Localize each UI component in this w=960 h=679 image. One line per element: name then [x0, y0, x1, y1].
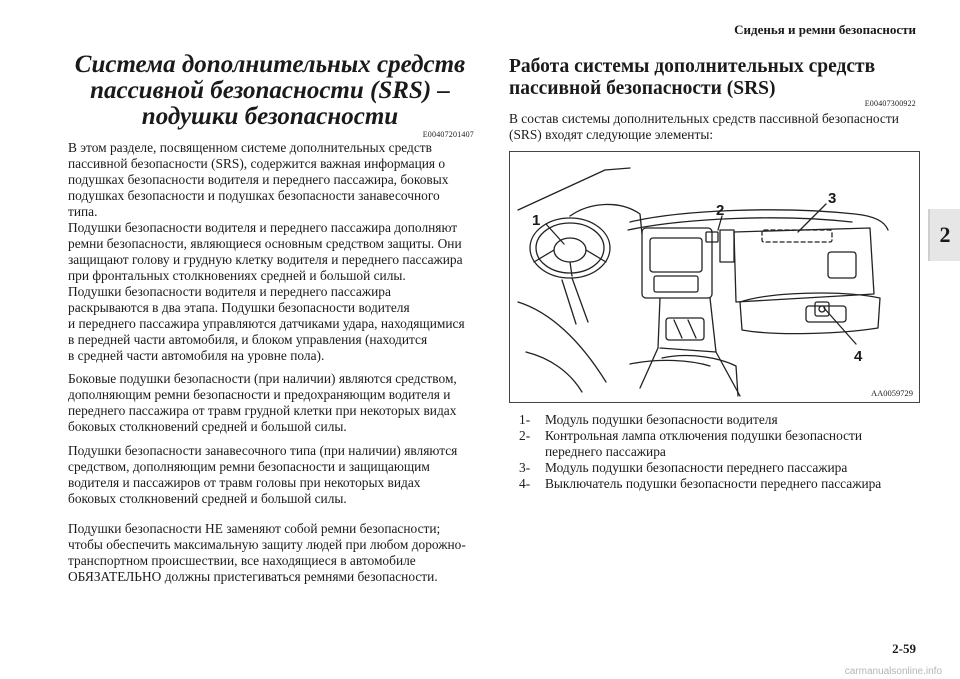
text-line: ОБЯЗАТЕЛЬНО должны пристегиваться ремнями безопасности. — [68, 569, 438, 584]
text-line: боковых столкновений средней и большой силы. — [68, 491, 347, 506]
text-line: в средней части автомобиля на уровне пола). — [68, 348, 325, 363]
figure-code: AA0059729 — [870, 388, 913, 398]
left-title-line: Система дополнительных средств — [74, 51, 466, 78]
text-line: Подушки безопасности НЕ заменяют собой ремни безопасности; — [68, 521, 441, 536]
text-line: боковых столкновений средней и большой силы. — [68, 419, 347, 434]
list-text — [545, 428, 862, 460]
list-text: Выключатель подушки безопасности переднего пассажира — [545, 476, 882, 491]
right-title-line: Работа системы дополнительных средств — [509, 56, 876, 77]
list-text-line: переднего пассажира — [545, 444, 666, 459]
text-line: ремни безопасности, являющиеся основным средством защиты. Они — [68, 236, 462, 251]
list-item — [519, 412, 919, 428]
callout-3: 3 — [828, 190, 837, 207]
list-text: Модуль подушки безопасности водителя — [545, 412, 778, 427]
text-line: раскрываются в два этапа. Подушки безопасности водителя — [68, 300, 410, 315]
list-number: 4- — [519, 476, 531, 491]
right-section-title — [509, 56, 909, 100]
chapter-tab-number: 2 — [939, 222, 951, 247]
list-item — [519, 460, 919, 476]
text-line: В состав системы дополнительных средств пассивной безопасности — [509, 111, 899, 126]
text-line: дополняющим ремни безопасности и предохраняющим водителя и — [68, 387, 451, 402]
srs-components-figure — [509, 151, 920, 403]
chapter-tab — [928, 209, 960, 261]
list-number: 2- — [519, 428, 531, 443]
right-section-code: E00407300922 — [864, 99, 916, 108]
left-title-line: подушки безопасности — [141, 103, 399, 130]
list-text-line: Контрольная лампа отключения подушки безопасности — [545, 428, 863, 443]
left-section-code: E00407201407 — [422, 130, 474, 139]
text-line: пассивной безопасности (SRS), содержится важная информация о — [68, 156, 446, 171]
text-line: подушках безопасности водителя и переднего пассажира, боковых — [68, 172, 449, 187]
text-line: (SRS) входят следующие элементы: — [509, 127, 714, 142]
left-section-title — [68, 52, 472, 130]
running-header: Сиденья и ремни безопасности — [734, 22, 916, 37]
text-line: защищают голову и грудную клетку водителя и переднего пассажира — [68, 252, 463, 267]
list-item — [519, 428, 919, 460]
text-line: подушках безопасности и подушках безопасности занавесочного — [68, 188, 440, 203]
text-line: переднего пассажира от травм грудной клетки при некоторых видах — [68, 403, 457, 418]
text-line: средством, дополняющим ремни безопасности и защищающим — [68, 459, 430, 474]
text-line: водителя и пассажиров от травм головы при некоторых видах — [68, 475, 421, 490]
left-title-line: пассивной безопасности (SRS) – — [90, 77, 450, 104]
text-line: Боковые подушки безопасности (при наличии) являются средством, — [68, 371, 457, 386]
right-title-line: пассивной безопасности (SRS) — [509, 78, 776, 99]
left-paragraph-3 — [68, 443, 488, 507]
text-line: в передней части автомобиля, и блоком управления (находится — [68, 332, 428, 347]
text-line: Подушки безопасности водителя и переднего пассажира — [68, 284, 391, 299]
watermark: carmanualsonline.info — [844, 666, 942, 677]
left-paragraph-4 — [68, 521, 488, 585]
text-line: при фронтальных столкновениях средней и большой силы. — [68, 268, 406, 283]
callout-4: 4 — [854, 348, 863, 365]
left-paragraph-1 — [68, 140, 488, 364]
callout-2: 2 — [716, 202, 725, 219]
text-line: В этом разделе, посвященном системе дополнительных средств — [68, 140, 432, 155]
right-intro — [509, 111, 929, 143]
list-number: 3- — [519, 460, 531, 475]
left-paragraph-2 — [68, 371, 488, 435]
list-text: Модуль подушки безопасности переднего пассажира — [545, 460, 848, 475]
callout-1: 1 — [532, 212, 541, 229]
list-item — [519, 476, 919, 492]
text-line: чтобы обеспечить максимальную защиту людей при любом дорожно- — [68, 537, 466, 552]
list-number: 1- — [519, 412, 531, 427]
page-number: 2-59 — [892, 641, 916, 656]
text-line: и переднего пассажира управляются датчиками удара, находящимися — [68, 316, 465, 331]
text-line: Подушки безопасности водителя и переднего пассажира дополняют — [68, 220, 458, 235]
srs-components-list — [519, 412, 919, 492]
text-line: транспортном происшествии, все находящиеся в автомобиле — [68, 553, 416, 568]
text-line: типа. — [68, 204, 98, 219]
text-line: Подушки безопасности занавесочного типа (при наличии) являются — [68, 443, 458, 458]
